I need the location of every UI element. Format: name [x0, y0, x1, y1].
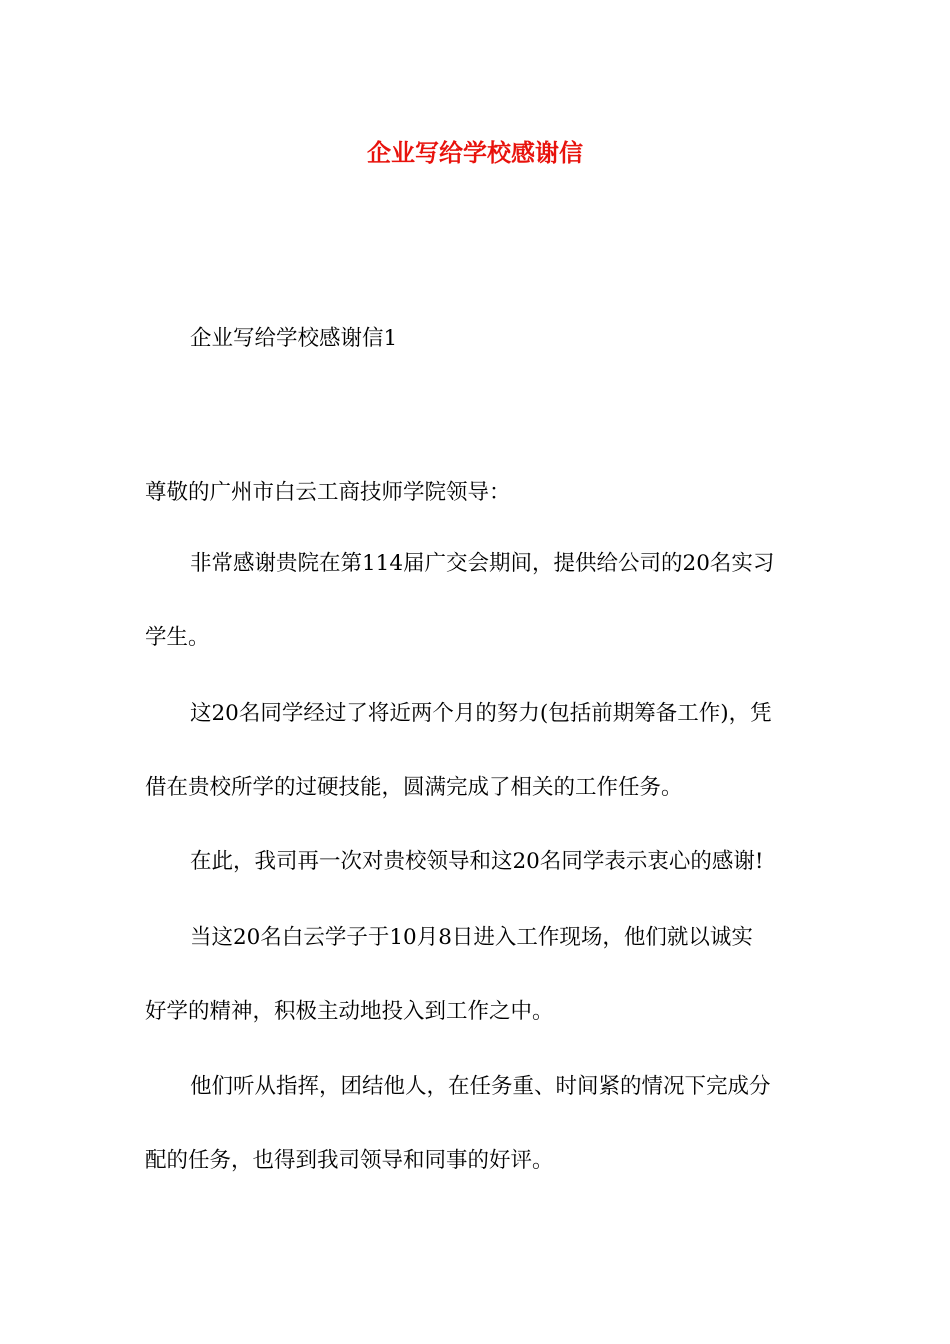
- paragraph-line: 在此，我司再一次对贵校领导和这20名同学表示衷心的感谢!: [190, 849, 764, 874]
- paragraph-line: 当这20名白云学子于10月8日进入工作现场，他们就以诚实: [190, 925, 753, 950]
- paragraph-line: 这20名同学经过了将近两个月的努力(包括前期筹备工作)，凭: [190, 701, 772, 726]
- document-title: 企业写给学校感谢信: [367, 138, 583, 167]
- paragraph-line: 配的任务，也得到我司领导和同事的好评。: [145, 1148, 554, 1173]
- salutation: 尊敬的广州市白云工商技师学院领导：: [145, 480, 511, 505]
- paragraph-line: 好学的精神，积极主动地投入到工作之中。: [145, 999, 554, 1024]
- paragraph-line: 借在贵校所学的过硬技能，圆满完成了相关的工作任务。: [145, 775, 683, 800]
- paragraph-line: 他们听从指挥，团结他人，在任务重、时间紧的情况下完成分: [190, 1074, 771, 1099]
- paragraph-line: 非常感谢贵院在第114届广交会期间，提供给公司的20名实习: [190, 551, 775, 576]
- section-heading: 企业写给学校感谢信1: [190, 326, 398, 351]
- paragraph-line: 学生。: [145, 625, 210, 650]
